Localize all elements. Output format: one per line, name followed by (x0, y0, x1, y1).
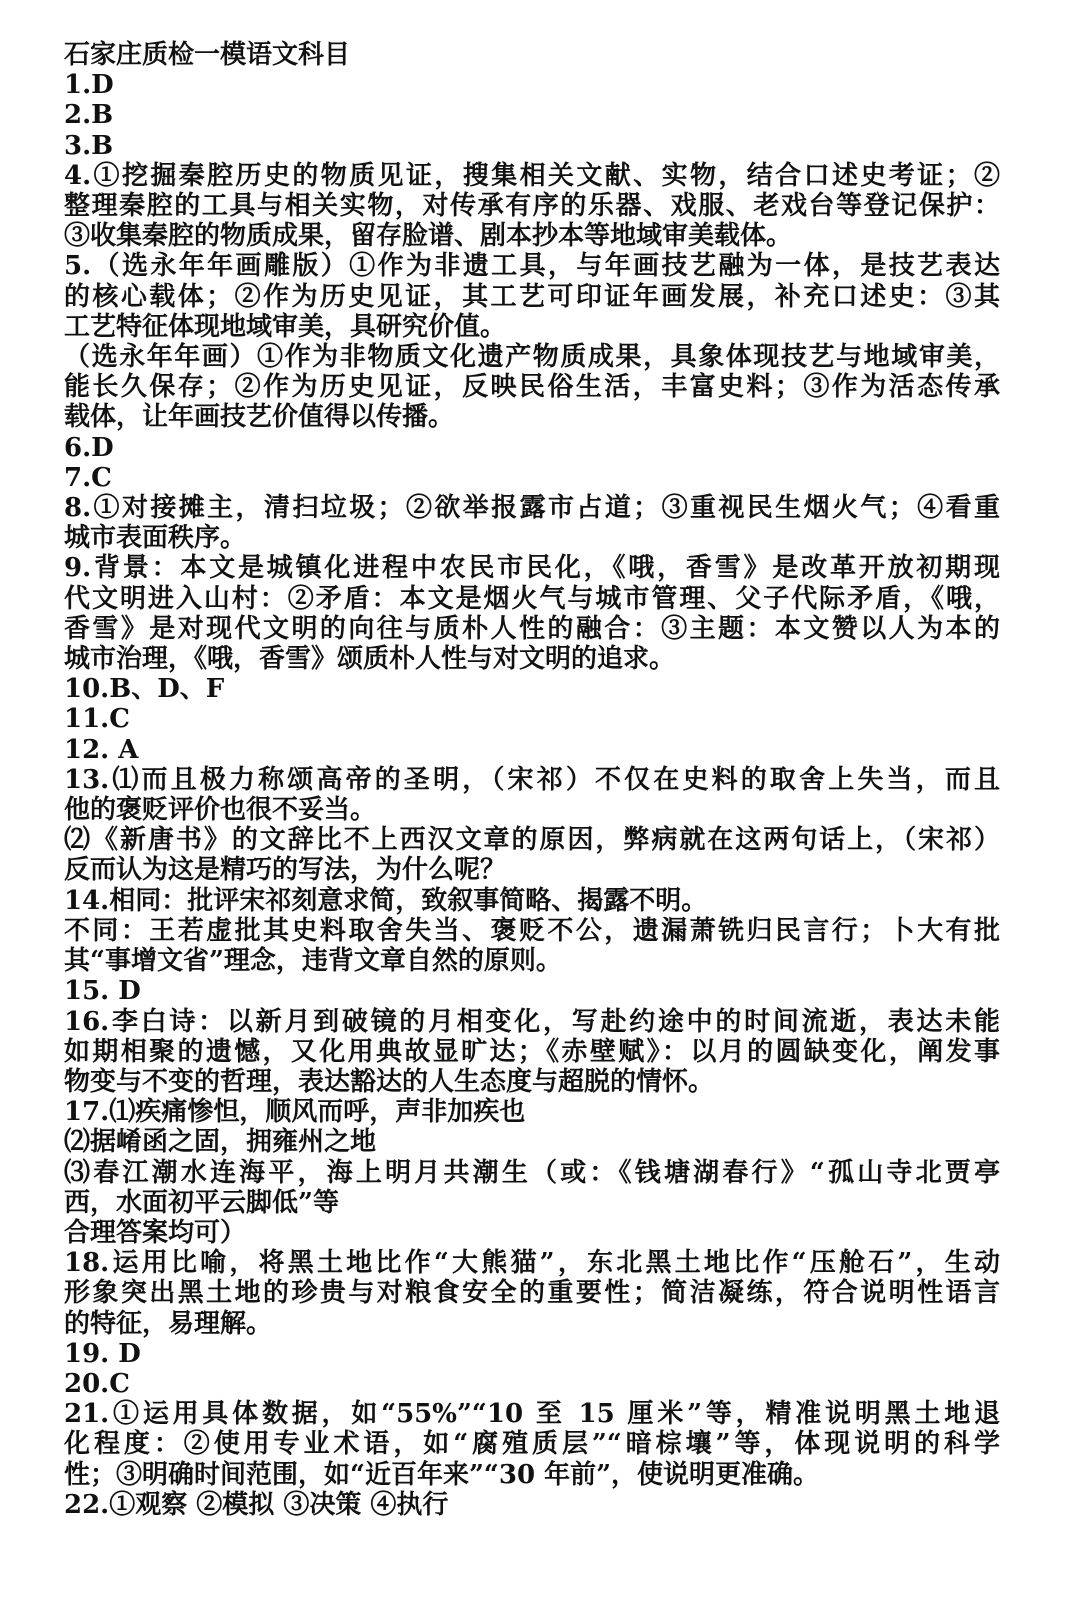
answer-line: 11.C (64, 704, 130, 735)
answer-line: 15. D (64, 976, 141, 1007)
answer-line: 13.⑴而且极力称颂高帝的圣明，（宋祁）不仅在史料的取舍上失当，而且 (64, 764, 1000, 795)
answer-line: 他的褒贬评价也很不妥当。 (64, 795, 377, 826)
answer-line: 反而认为这是精巧的写法，为什么呢？ (64, 855, 507, 886)
answer-line: 20.C (64, 1368, 130, 1399)
answer-line: 的特征，易理解。 (64, 1308, 273, 1339)
answer-line: 12. A (64, 734, 139, 765)
answer-line: 16.李白诗：以新月到破镜的月相变化，写赴约途中的时间流逝，表达未能 (64, 1006, 1000, 1037)
answer-line: 2.B (64, 100, 114, 131)
answer-line: 14.相同：批评宋祁刻意求简，致叙事简略、揭露不明。 (64, 885, 708, 916)
answer-line: 形象突出黑土地的珍贵与对粮食安全的重要性；简洁凝练，符合说明性语言 (64, 1278, 1000, 1309)
answer-document (64, 40, 1000, 1520)
answer-line: 22.①观察 ②模拟 ③决策 ④执行 (64, 1489, 449, 1520)
answer-line: 5.（选永年年画雕版）①作为非遗工具，与年画技艺融为一体，是技艺表达 (64, 251, 1000, 282)
answer-line: 香雪》是对现代文明的向往与质朴人性的融合：③主题：本文赞以人为本的 (64, 613, 1000, 644)
answer-line: 物变与不变的哲理，表达豁达的人生态度与超脱的情怀。 (64, 1066, 715, 1097)
answer-line: 3.B (64, 130, 114, 161)
answer-line: 整理秦腔的工具与相关实物，对传承有序的乐器、戏服、老戏台等登记保护： (64, 191, 1000, 222)
answer-line: 西，水面初平云脚低”等 (64, 1187, 339, 1218)
answer-line: 工艺特征体现地域审美，具研究价值。 (64, 311, 507, 342)
answer-line: 21.①运用具体数据，如“55%”“10 至 15 厘米”等，精准说明黑土地退 (64, 1399, 1000, 1430)
answer-line: 性；③明确时间范围，如“近百年来”“30 年前”，使说明更准确。 (64, 1459, 820, 1490)
answer-line: ⑶春江潮水连海平，海上明月共潮生（或：《钱塘湖春行》“孤山寺北贾亭 (64, 1157, 1000, 1188)
answer-line: 代文明进入山村：②矛盾：本文是烟火气与城市管理、父子代际矛盾，《哦， (64, 583, 1000, 614)
answer-line: 9.背景：本文是城镇化进程中农民市民化，《哦，香雪》是改革开放初期现 (64, 553, 1000, 584)
answer-line: 1.D (64, 70, 114, 101)
answer-line: 19. D (64, 1338, 141, 1369)
answer-line: 17.⑴疾痛惨怛，顺风而呼，声非加疾也 (64, 1097, 526, 1128)
answer-line: 8.①对接摊主，清扫垃圾；②欲举报露市占道；③重视民生烟火气；④看重 (64, 493, 1000, 524)
answer-line: 城市治理，《哦，香雪》颂质朴人性与对文明的追求。 (64, 644, 676, 675)
answer-line: 4.①挖掘秦腔历史的物质见证，搜集相关文献、实物，结合口述史考证；② (64, 160, 1000, 191)
answer-line: 合理答案均可） (64, 1217, 247, 1248)
answer-line: 18.运用比喻，将黑土地比作“大熊猫”，东北黑土地比作“压舱石”，生动 (64, 1248, 1000, 1279)
answer-line: 10.B、D、F (64, 674, 225, 705)
answer-line: 能长久保存；②作为历史见证，反映民俗生活，丰富史料；③作为活态传承 (64, 372, 1000, 403)
answer-line: 的核心载体；②作为历史见证，其工艺可印证年画发展，补充口述史：③其 (64, 281, 1000, 312)
answer-line: 如期相聚的遗憾，又化用典故显旷达；《赤壁赋》：以月的圆缺变化，阐发事 (64, 1036, 1000, 1067)
answer-line: 城市表面秩序。 (64, 523, 247, 554)
answer-line: 7.C (64, 462, 112, 493)
answer-line: 6.D (64, 432, 114, 463)
answer-line: 其“事增文省”理念，违背文章自然的原则。 (64, 946, 562, 977)
answer-line: ⑵《新唐书》的文辞比不上西汉文章的原因，弊病就在这两句话上，（宋祁） (64, 825, 1000, 856)
answer-line: 不同：王若虚批其史料取舍失当、褒贬不公，遗漏萧铣归民言行；卜大有批 (64, 915, 1000, 946)
document-title: 石家庄质检一模语文科目 (64, 40, 351, 70)
answer-line: 载体，让年画技艺价值得以传播。 (64, 402, 455, 433)
answer-line: （选永年年画）①作为非物质文化遗产物质成果，具象体现技艺与地域审美， (64, 342, 1000, 373)
answer-line: ③收集秦腔的物质成果，留存脸谱、剧本抄本等地域审美载体。 (64, 221, 793, 252)
answer-line: 化程度：②使用专业术语，如“腐殖质层”“暗棕壤”等，体现说明的科学 (64, 1429, 1000, 1460)
answer-line: ⑵据崤函之固，拥雍州之地 (64, 1127, 377, 1158)
